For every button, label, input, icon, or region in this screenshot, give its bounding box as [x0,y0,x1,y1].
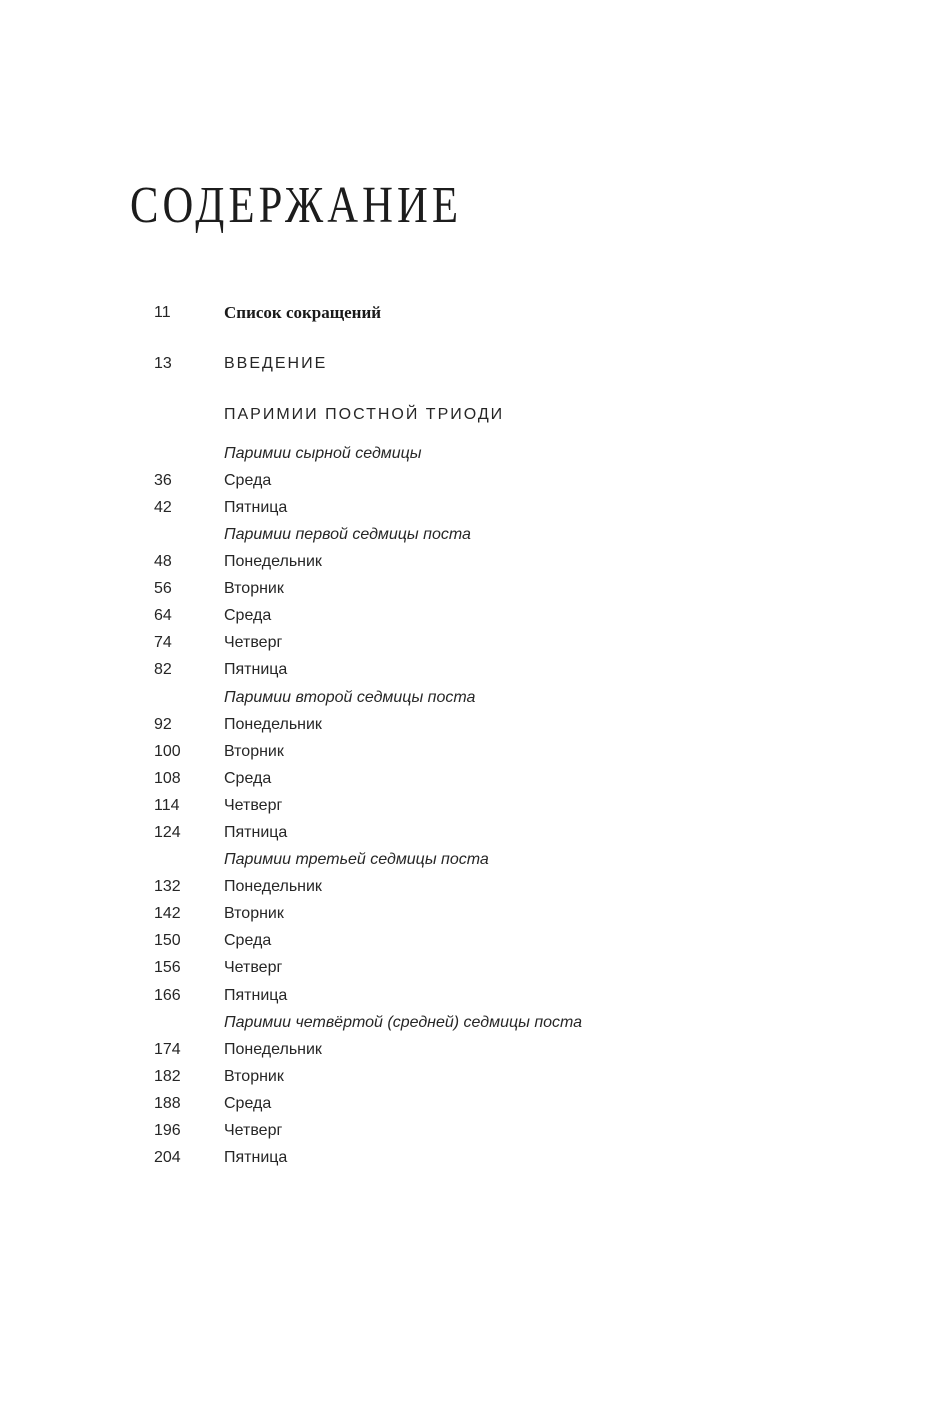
toc-section-heading [0,401,945,428]
toc-entry[interactable] [0,792,945,819]
toc-entry-title: Вторник [224,1068,284,1085]
toc-entry-title: Четверг [224,1122,283,1139]
toc-entry[interactable] [0,1090,945,1117]
toc-subsection-heading [0,521,945,548]
toc-entry-title: Понедельник [224,716,322,733]
toc-entry-title: Список сокращений [224,303,382,322]
toc-entry-title: Среда [224,472,272,489]
toc-entry-title: Среда [224,770,272,787]
toc-page-number: 56 [154,580,172,597]
toc-subsection-heading [0,684,945,711]
toc-entry-abbreviations[interactable] [0,299,945,326]
toc-entry[interactable] [0,602,945,629]
toc-entry-introduction[interactable] [0,350,945,377]
toc-entry-title: Паримии третьей седмицы поста [224,851,489,868]
toc-page-number: 188 [154,1095,181,1112]
toc-entry-title: Вторник [224,743,284,760]
toc-page-number: 166 [154,987,181,1004]
toc-entry-title: Четверг [224,634,283,651]
toc-page-number: 132 [154,878,181,895]
toc-page-number: 74 [154,634,172,651]
toc-page-number: 142 [154,905,181,922]
page-title: СОДЕРЖАНИЕ [130,177,463,234]
toc-page-number: 150 [154,932,181,949]
toc-entry-title: Четверг [224,959,283,976]
toc-entry-title: Вторник [224,905,284,922]
toc-entry-title: Пятница [224,499,288,516]
toc-entry-title: Понедельник [224,1041,322,1058]
toc-page-number: 124 [154,824,181,841]
toc-entry[interactable] [0,765,945,792]
toc-entry-title: Паримии второй седмицы поста [224,689,476,706]
toc-entry-title: Вторник [224,580,284,597]
toc-entry-title: Паримии первой седмицы поста [224,526,471,543]
toc-page-number: 11 [154,304,171,321]
toc-entry[interactable] [0,1144,945,1171]
toc-entry[interactable] [0,629,945,656]
toc-page-number: 174 [154,1041,181,1058]
toc-entry[interactable] [0,494,945,521]
toc-entry-title: ВВЕДЕНИЕ [224,355,328,372]
toc-page-number: 64 [154,607,172,624]
toc-entry-title: Среда [224,1095,272,1112]
toc-entry[interactable] [0,954,945,981]
toc-entry-title: Паримии сырной седмицы [224,445,422,462]
toc-entry[interactable] [0,900,945,927]
toc-subsection-heading [0,1009,945,1036]
toc-page-number: 82 [154,661,172,678]
toc-entry-title: Пятница [224,987,288,1004]
toc-entry-title: Понедельник [224,553,322,570]
toc-entry[interactable] [0,927,945,954]
toc-subsection-heading [0,846,945,873]
toc-page-number: 92 [154,716,172,733]
toc-entry-title: Паримии четвёртой (средней) седмицы поста [224,1014,583,1031]
toc-entry[interactable] [0,548,945,575]
toc-entry[interactable] [0,1036,945,1063]
toc-page-number: 204 [154,1149,181,1166]
toc-page-number: 196 [154,1122,181,1139]
toc-page-number: 36 [154,472,172,489]
toc-entry[interactable] [0,982,945,1009]
toc-subsection-heading [0,440,945,467]
toc-entry-title: Среда [224,932,272,949]
toc-entry[interactable] [0,467,945,494]
toc-entry-title: Среда [224,607,272,624]
toc-entry[interactable] [0,711,945,738]
toc-page-number: 13 [154,355,172,372]
toc-entry-title: Пятница [224,661,288,678]
toc-entry-title: ПАРИМИИ ПОСТНОЙ ТРИОДИ [224,406,505,423]
toc-entry[interactable] [0,1117,945,1144]
toc-entry-title: Пятница [224,1149,288,1166]
toc-entry[interactable] [0,738,945,765]
toc-entry-title: Четверг [224,797,283,814]
toc-entry[interactable] [0,1063,945,1090]
toc-entry[interactable] [0,575,945,602]
toc-entry[interactable] [0,656,945,683]
toc-page-number: 42 [154,499,172,516]
toc-page-number: 114 [154,797,180,814]
toc-entry[interactable] [0,873,945,900]
toc-page-number: 156 [154,959,181,976]
toc-page-number: 48 [154,553,172,570]
toc-entry[interactable] [0,819,945,846]
toc-entry-title: Понедельник [224,878,322,895]
toc-page-number: 182 [154,1068,181,1085]
toc-page-number: 100 [154,743,181,760]
toc-entry-title: Пятница [224,824,288,841]
toc-page-number: 108 [154,770,181,787]
